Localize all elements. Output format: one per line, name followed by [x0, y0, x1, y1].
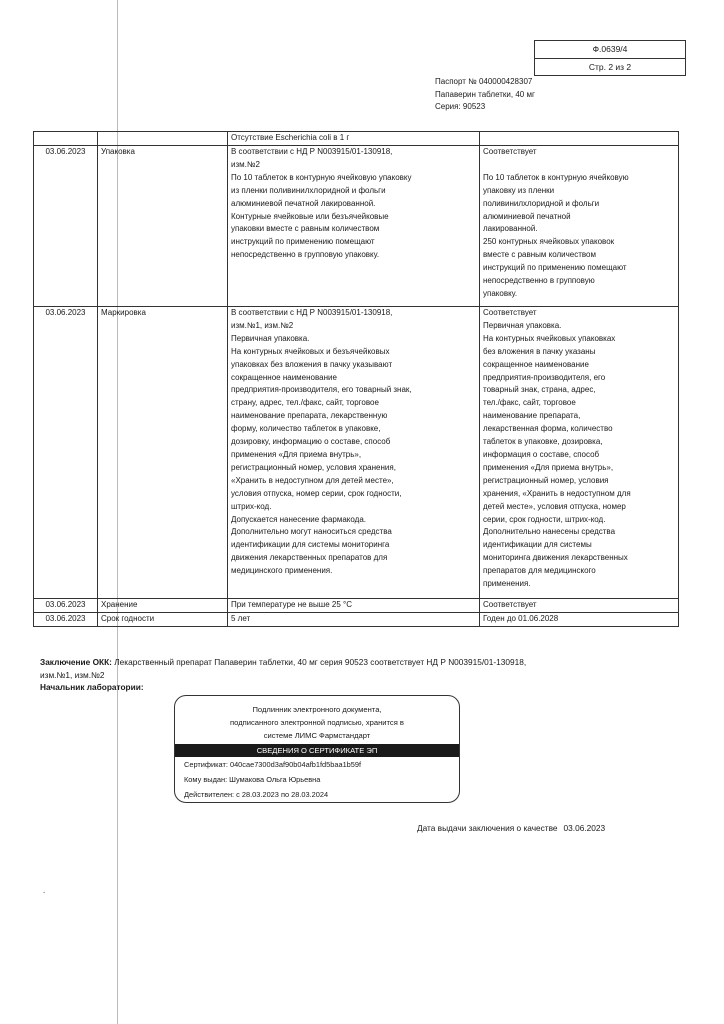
row-requirement: При температуре не выше 25 °С [228, 599, 480, 613]
row-result [480, 132, 679, 146]
form-code: Ф.0639/4 [592, 44, 628, 54]
row-requirement: 5 лет [228, 613, 480, 627]
row-result: Годен до 01.06.2028 [480, 613, 679, 627]
table-row [34, 613, 679, 627]
certificate-owner: Кому выдан: Шумакова Ольга Юрьевна [184, 775, 321, 784]
passport-number: Паспорт № 040000428307 [435, 77, 533, 86]
row-date: 03.06.2023 [34, 146, 98, 307]
series-number: Серия: 90523 [435, 102, 486, 111]
certificate-header: СВЕДЕНИЯ О СЕРТИФИКАТЕ ЭП [175, 744, 459, 757]
row-indicator: Срок годности [98, 613, 228, 627]
table-row [34, 307, 679, 599]
page-number: Стр. 2 из 2 [535, 58, 685, 76]
stamp-line-2: подписанного электронной подписью, хранится в [230, 718, 404, 727]
stamp-line-1: Подлинник электронного документа, [252, 705, 382, 714]
head-of-lab-label: Начальник лаборатории: [40, 682, 144, 692]
e-signature-stamp [174, 695, 460, 803]
row-indicator: Маркировка [98, 307, 228, 599]
row-requirement: В соответствии с НД Р N003915/01-130918, изм.№2 По 10 таблеток в контурную ячейковую упаковку из пленки поливинилхлоридной и фольги алюминиевой печатной лакированной. Контурные ячейковые или безъячейковые упаковки вместе с равным количеством инструкций по применению помещают непосредственно в групповую упаковку. [228, 146, 480, 307]
row-date: 03.06.2023 [34, 307, 98, 599]
qc-conclusion [40, 656, 600, 682]
row-date: 03.06.2023 [34, 613, 98, 627]
stamp-note [175, 696, 459, 742]
passport-info [435, 76, 535, 114]
certificate-id: Сертификат: 040cae7300d3af90b04afb1fd5baa1b59f [184, 760, 362, 769]
table-row [34, 599, 679, 613]
table-row [34, 146, 679, 307]
certificate-validity: Действителен: с 28.03.2023 по 28.03.2024 [184, 790, 329, 799]
product-name: Папаверин таблетки, 40 мг [435, 89, 535, 99]
issue-date [417, 823, 605, 833]
conclusion-text: Лекарственный препарат Папаверин таблетки, 40 мг серия 90523 соответствует НД Р N003915/01-130918, изм.№1, изм.№2 [40, 657, 527, 680]
row-indicator: Упаковка [98, 146, 228, 307]
row-result: Соответствует Первичная упаковка. На контурных ячейковых упаковках без вложения в пачку указаны сокращенное наименование предприятия-производителя, его товарный знак, страна, адрес, тел./факс, сайт, торговое наименование препарата, лекарственная форма, количество таблеток в упаковке, дозировка, информация о составе, способ применения «Для приема внутрь», регистрационный номер, условия хранения, «Хранить в недоступном для детей месте», условия отпуска, номер серии, срок годности, штрих-код. Дополнительно нанесены средства идентификации для системы мониторинга движения лекарственных препаратов для медицинского применения. [480, 307, 679, 599]
test-results-table [33, 131, 679, 627]
table-row [34, 132, 679, 146]
row-result: Соответствует [480, 599, 679, 613]
row-requirement: В соответствии с НД Р N003915/01-130918, изм.№1, изм.№2 Первичная упаковка. На контурных ячейковых и безъячейковых упаковках без вложения в пачку указывают сокращенное наименование предприятия-производителя, его товарный знак, страну, адрес, тел./факс, сайт, торговое наименование препарата, лекарственную форму, количество таблеток в упаковке, дозировку, информацию о составе, способ применения «Для приема внутрь», регистрационный номер, условия хранения, «Хранить в недоступном для детей месте», условия отпуска, номер серии, срок годности, штрих-код. Допускается нанесение фармакода. Дополнительно могут наноситься средства идентификации для системы мониторинга движения лекарственных препаратов для медицинского применения. [228, 307, 480, 599]
row-date [34, 132, 98, 146]
form-info-box [534, 40, 686, 76]
stray-mark: . [43, 886, 46, 895]
issue-date-value: 03.06.2023 [563, 823, 606, 833]
row-indicator [98, 132, 228, 146]
stamp-line-3: системе ЛИМС Фармстандарт [263, 731, 371, 740]
row-requirement: Отсутствие Escherichia coli в 1 г [228, 132, 480, 146]
row-indicator: Хранение [98, 599, 228, 613]
conclusion-label: Заключение ОКК: [40, 657, 112, 667]
row-date: 03.06.2023 [34, 599, 98, 613]
issue-date-label: Дата выдачи заключения о качестве [417, 823, 558, 833]
row-result: Соответствует По 10 таблеток в контурную ячейковую упаковку из пленки поливинилхлоридной и фольги алюминиевой печатной лакированной. 250 контурных ячейковых упаковок вместе с равным количеством инструкций по применению помещают непосредственно в групповую упаковку. [480, 146, 679, 307]
